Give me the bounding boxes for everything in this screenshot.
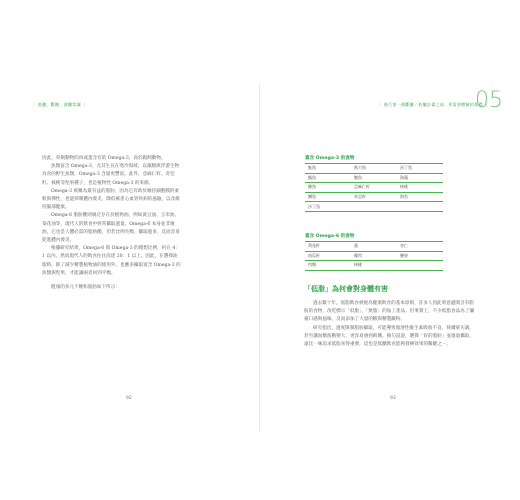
table-cell: 肉類	[305, 261, 351, 271]
page-number-right: 93	[390, 396, 396, 401]
table-row	[305, 192, 443, 202]
left-body-text	[42, 155, 182, 292]
paragraph: 健康的多元不飽和脂肪如下所示：	[51, 285, 120, 291]
chapter-number: 05	[475, 88, 503, 113]
table-cell: 亞麻仁籽	[351, 183, 397, 193]
table1-title: 富含 Omega-3 的食物	[305, 156, 355, 161]
table-row	[305, 242, 443, 252]
paragraph: 魚類富含 Omega-3，尤其生長在寒冷海域、以藻類與浮游生物為食的野生魚類，Omega-3 含量更豐富。此外，亞麻仁籽、奇亞籽、核桃等堅果種子，也是植物性 Omega-3 的來源。	[42, 164, 180, 186]
paragraph: 根據研究結果，Omega-6 與 Omega-3 的理想比例，約在 4：1 以內，然而現代人的飲食往往高達 20：1 以上。因此，在選擇油脂時，除了減少精製植物油的使用外，也應多攝取富含 Omega-3 的魚類與堅果，才能讓兩者回到平衡。	[42, 246, 181, 276]
table-cell: 腰果	[397, 251, 443, 261]
table-cell	[397, 202, 443, 212]
table-row	[305, 164, 443, 174]
table-cell: 鱒魚	[305, 192, 351, 202]
table-row	[305, 261, 443, 271]
table-cell	[397, 261, 443, 271]
paragraph: 因此，草飼動物的肉或蛋含有的 Omega-3，高於穀飼動物。	[42, 156, 166, 161]
paragraph: Omega-6 脂肪酸則廣泛存在於植物油，例如黃豆油、玉米油、葵花油等，現代人的飲食中經常攝取過量。Omega-6 本身並非壞油，它也是人體必需的脂肪酸，但若比例失衡、攝取過多，反而容易促進體內發炎。	[42, 213, 180, 244]
table-cell: 南瓜籽	[305, 251, 351, 261]
running-header-right: ｜ 進行第一個斷醣／低醣計畫之前，你需要瞭解的基礎 ｜	[378, 102, 489, 107]
table-row	[305, 251, 443, 261]
section-heading: 「低脂」為何會對身體有害	[304, 285, 388, 293]
table-cell: 鯡魚	[305, 183, 351, 193]
table-row	[305, 202, 443, 212]
table-cell: 鮭魚	[305, 164, 351, 174]
table-cell: 沙丁魚	[305, 202, 351, 212]
table-cell: 奇亞籽	[351, 192, 397, 202]
table-cell: 鯖魚	[305, 173, 351, 183]
table-cell: 雞肉	[351, 251, 397, 261]
paragraph: 研究指出，過度限制脂肪攝取，可能導致脂溶性維生素吸收不良、荷爾蒙失調，甚至讓血糖波動變大、更容易感到飢餓。換句話說，選擇「好的脂肪」並適量攝取，遠比一味追求低脂來得重要，這也是低醣飲食能夠發揮效果的關鍵之一。	[304, 325, 474, 348]
page-number-left: 92	[126, 396, 132, 401]
omega6-table	[305, 241, 443, 271]
left-page	[0, 84, 260, 431]
table-cell: 葵花籽	[305, 242, 351, 252]
paragraph: 過去數十年，低脂飲食被視為健康飲食的基本原則，許多人因此刻意避開含有脂肪的食物，改吃標示「低脂」、「無脂」的加工產品。但事實上，不少低脂食品為了彌補口感與風味，反而添加了大量的糖與精製澱粉。	[304, 301, 474, 323]
table-row	[305, 173, 443, 183]
table2-title: 富含 Omega-6 的食物	[305, 234, 355, 239]
table-row	[305, 183, 443, 193]
right-page	[260, 84, 519, 431]
table-cell: 海苔	[397, 192, 443, 202]
table-cell	[351, 202, 397, 212]
running-header-left: ｜ 低醣、斷糖、減醣常識 ｜	[32, 102, 87, 107]
right-body-text	[304, 300, 474, 349]
table-cell: 杏仁	[397, 242, 443, 252]
table-cell: 秋刀魚	[351, 164, 397, 174]
table-cell: 蛋	[351, 242, 397, 252]
omega3-table	[305, 163, 443, 212]
table-cell: 沙丁魚	[397, 164, 443, 174]
table-cell: 海藻	[397, 173, 443, 183]
book-spread	[0, 84, 520, 431]
table-cell: 核桃	[351, 261, 397, 271]
paragraph: Omega-3 被稱為最有益的脂肪，因為它有助於維持細胞膜的柔軟與彈性，也能抑制體內發炎，降低罹患心血管疾病的風險，以及維持腦部健康。	[42, 188, 180, 211]
table-cell: 核桃	[397, 183, 443, 193]
table-cell: 鮪魚	[351, 173, 397, 183]
